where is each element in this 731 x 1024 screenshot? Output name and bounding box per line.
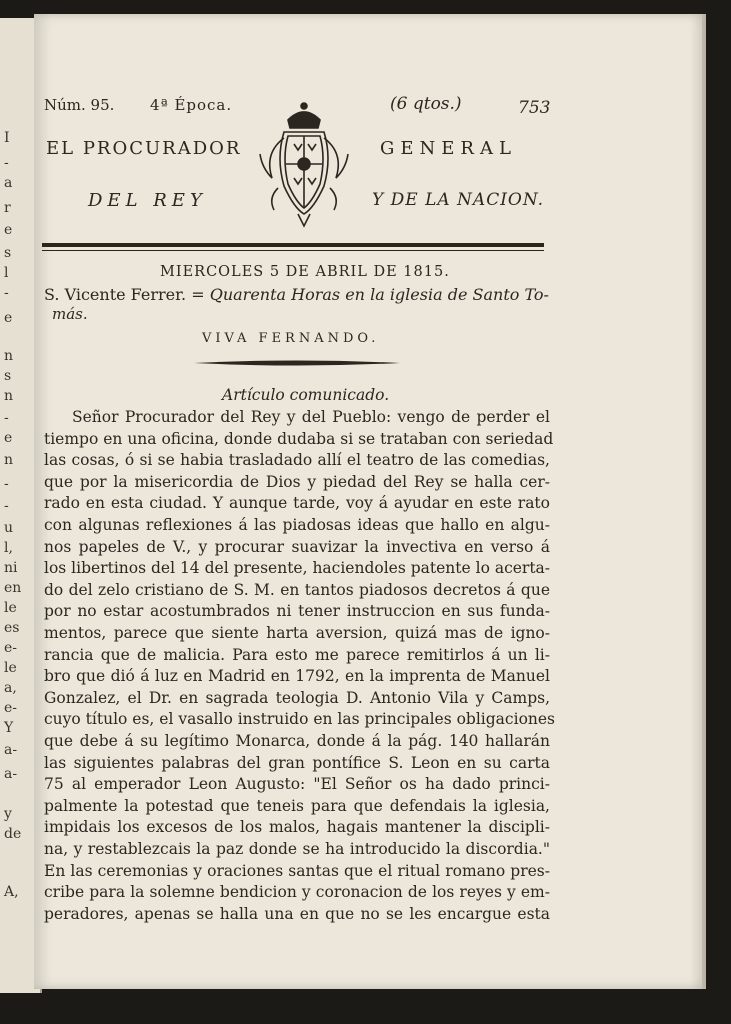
masthead-right: GENERAL bbox=[380, 138, 517, 159]
facing-page-fragment: Y bbox=[4, 720, 14, 736]
masthead-left: EL PROCURADOR bbox=[46, 138, 242, 159]
article-line: nos papeles de V., y procurar suavizar la invectiva en verso á bbox=[44, 537, 550, 556]
article-line: do del zelo cristiano de S. M. en tantos piadosos decretos á que bbox=[44, 580, 550, 599]
facing-page-fragment: s bbox=[4, 368, 12, 384]
article-line: impidais los excesos de los malos, hagais mantener la discipli- bbox=[44, 818, 550, 837]
saints-line-1 bbox=[44, 285, 549, 304]
article-line: con algunas reflexiones á las piadosas ideas que hallo en algu- bbox=[44, 516, 550, 534]
article-line: por no estar acostumbrados ni tener instruccion en sus funda- bbox=[44, 602, 550, 621]
article-line: na, y restablezcais la paz donde se ha introducido la discordia." bbox=[44, 840, 550, 858]
facing-page-fragment: n bbox=[4, 348, 14, 364]
saint-of-day: S. Vicente Ferrer. = bbox=[44, 285, 205, 304]
article-line: peradores, apenas se halla una en que no se les encargue esta bbox=[44, 904, 550, 923]
facing-page-fragment: e- bbox=[4, 640, 18, 656]
saints-line-2: más. bbox=[52, 305, 88, 323]
facing-page-fragment: e bbox=[4, 430, 13, 446]
article-line: 75 al emperador Leon Augusto: "El Señor os ha dado princi- bbox=[44, 775, 550, 794]
facing-page-fragment: - bbox=[4, 155, 9, 171]
article-line: tiempo en una oficina, donde dudaba si se trataban con seriedad bbox=[44, 429, 554, 448]
facing-page-fragment: ni bbox=[4, 560, 18, 576]
facing-page-fragment: u bbox=[4, 520, 14, 536]
epoch-label: 4ª Época. bbox=[150, 96, 233, 114]
facing-page-fragment: a, bbox=[4, 680, 17, 696]
dateline: MIERCOLES 5 DE ABRIL DE 1815. bbox=[160, 264, 450, 280]
article-line: Señor Procurador del Rey y del Pueblo: vengo de perder el bbox=[72, 408, 550, 426]
facing-page-fragment: - bbox=[4, 476, 9, 492]
article-line: palmente la potestad que teneis para que defendais la iglesia, bbox=[44, 796, 550, 815]
facing-page-fragment: l, bbox=[4, 540, 13, 556]
facing-page-fragment: - bbox=[4, 410, 9, 426]
facing-page-fragment: A, bbox=[4, 884, 19, 900]
article-line: rancia que de malicia. Para esto me parece remitirlos á un li- bbox=[44, 645, 550, 664]
article-line: Gonzalez, el Dr. en sagrada teologia D. Antonio Vila y Camps, bbox=[44, 688, 550, 707]
facing-page-fragment: y bbox=[4, 806, 12, 822]
facing-page-fragment: a- bbox=[4, 742, 18, 758]
quartos-label: (6 qtos.) bbox=[390, 94, 462, 114]
article-line: los libertinos del 14 del presente, haciendoles patente lo acerta- bbox=[44, 559, 551, 578]
facing-page-fragment: a bbox=[4, 175, 13, 191]
article-line: cribe para la solemne bendicion y coronacion de los reyes y em- bbox=[44, 883, 550, 902]
masthead-sub-right: Y DE LA NACION. bbox=[372, 190, 545, 210]
facing-page-fragment: le bbox=[4, 660, 17, 676]
facing-page-fragment: n bbox=[4, 452, 14, 468]
article-line: que debe á su legítimo Monarca, donde á la pág. 140 hallarán bbox=[44, 732, 550, 750]
article-line: que por la misericordia de Dios y piedad del Rey se halla cer- bbox=[44, 472, 550, 491]
facing-page-fragment: e bbox=[4, 222, 13, 238]
page-number: 753 bbox=[518, 98, 551, 118]
facing-page-fragment: - bbox=[4, 498, 9, 514]
article-line: las cosas, ó si se habia trasladado allí el teatro de las comedias, bbox=[44, 451, 550, 470]
article-line: cuyo título es, el vasallo instruido en las principales obligaciones bbox=[44, 710, 556, 729]
facing-page-fragment: en bbox=[4, 580, 22, 596]
article-heading: Artículo comunicado. bbox=[222, 386, 390, 404]
article-line: las siguientes palabras del gran pontífice S. Leon en su carta bbox=[44, 753, 550, 772]
issue-number: Núm. 95. bbox=[44, 96, 115, 114]
article-line: bro que dió á luz en Madrid en 1792, en la imprenta de Manuel bbox=[44, 667, 550, 686]
facing-page-fragment: r bbox=[4, 200, 11, 216]
masthead-sub-left: DEL REY bbox=[88, 190, 207, 211]
facing-page-fragment: de bbox=[4, 826, 22, 842]
facing-page-fragment: n bbox=[4, 388, 14, 404]
article-line: En las ceremonias y oraciones santas que el ritual romano pres- bbox=[44, 861, 550, 880]
facing-page-fragment: a- bbox=[4, 766, 18, 782]
article-line: mentos, parece que siente harta aversion, quizá mas de igno- bbox=[44, 624, 550, 642]
facing-page-fragment: l bbox=[4, 265, 9, 281]
header-rule-thick bbox=[42, 243, 544, 247]
article-line: rado en esta ciudad. Y aunque tarde, voy á ayudar en este rato bbox=[44, 494, 550, 513]
facing-page-fragment: I bbox=[4, 130, 10, 146]
facing-page-fragment: s bbox=[4, 245, 12, 261]
facing-page-fragment: es bbox=[4, 620, 20, 636]
ornamental-divider bbox=[192, 356, 402, 370]
facing-page-fragment: e- bbox=[4, 700, 18, 716]
forty-hours-note: Quarenta Horas en la iglesia de Santo To- bbox=[209, 285, 549, 304]
motto: VIVA FERNANDO. bbox=[202, 331, 380, 346]
header-rule-thin bbox=[42, 250, 544, 251]
facing-page-fragment: le bbox=[4, 600, 17, 616]
facing-page-fragment: e bbox=[4, 310, 13, 326]
facing-page-fragment: - bbox=[4, 285, 9, 301]
royal-coat-of-arms-icon bbox=[254, 98, 354, 228]
